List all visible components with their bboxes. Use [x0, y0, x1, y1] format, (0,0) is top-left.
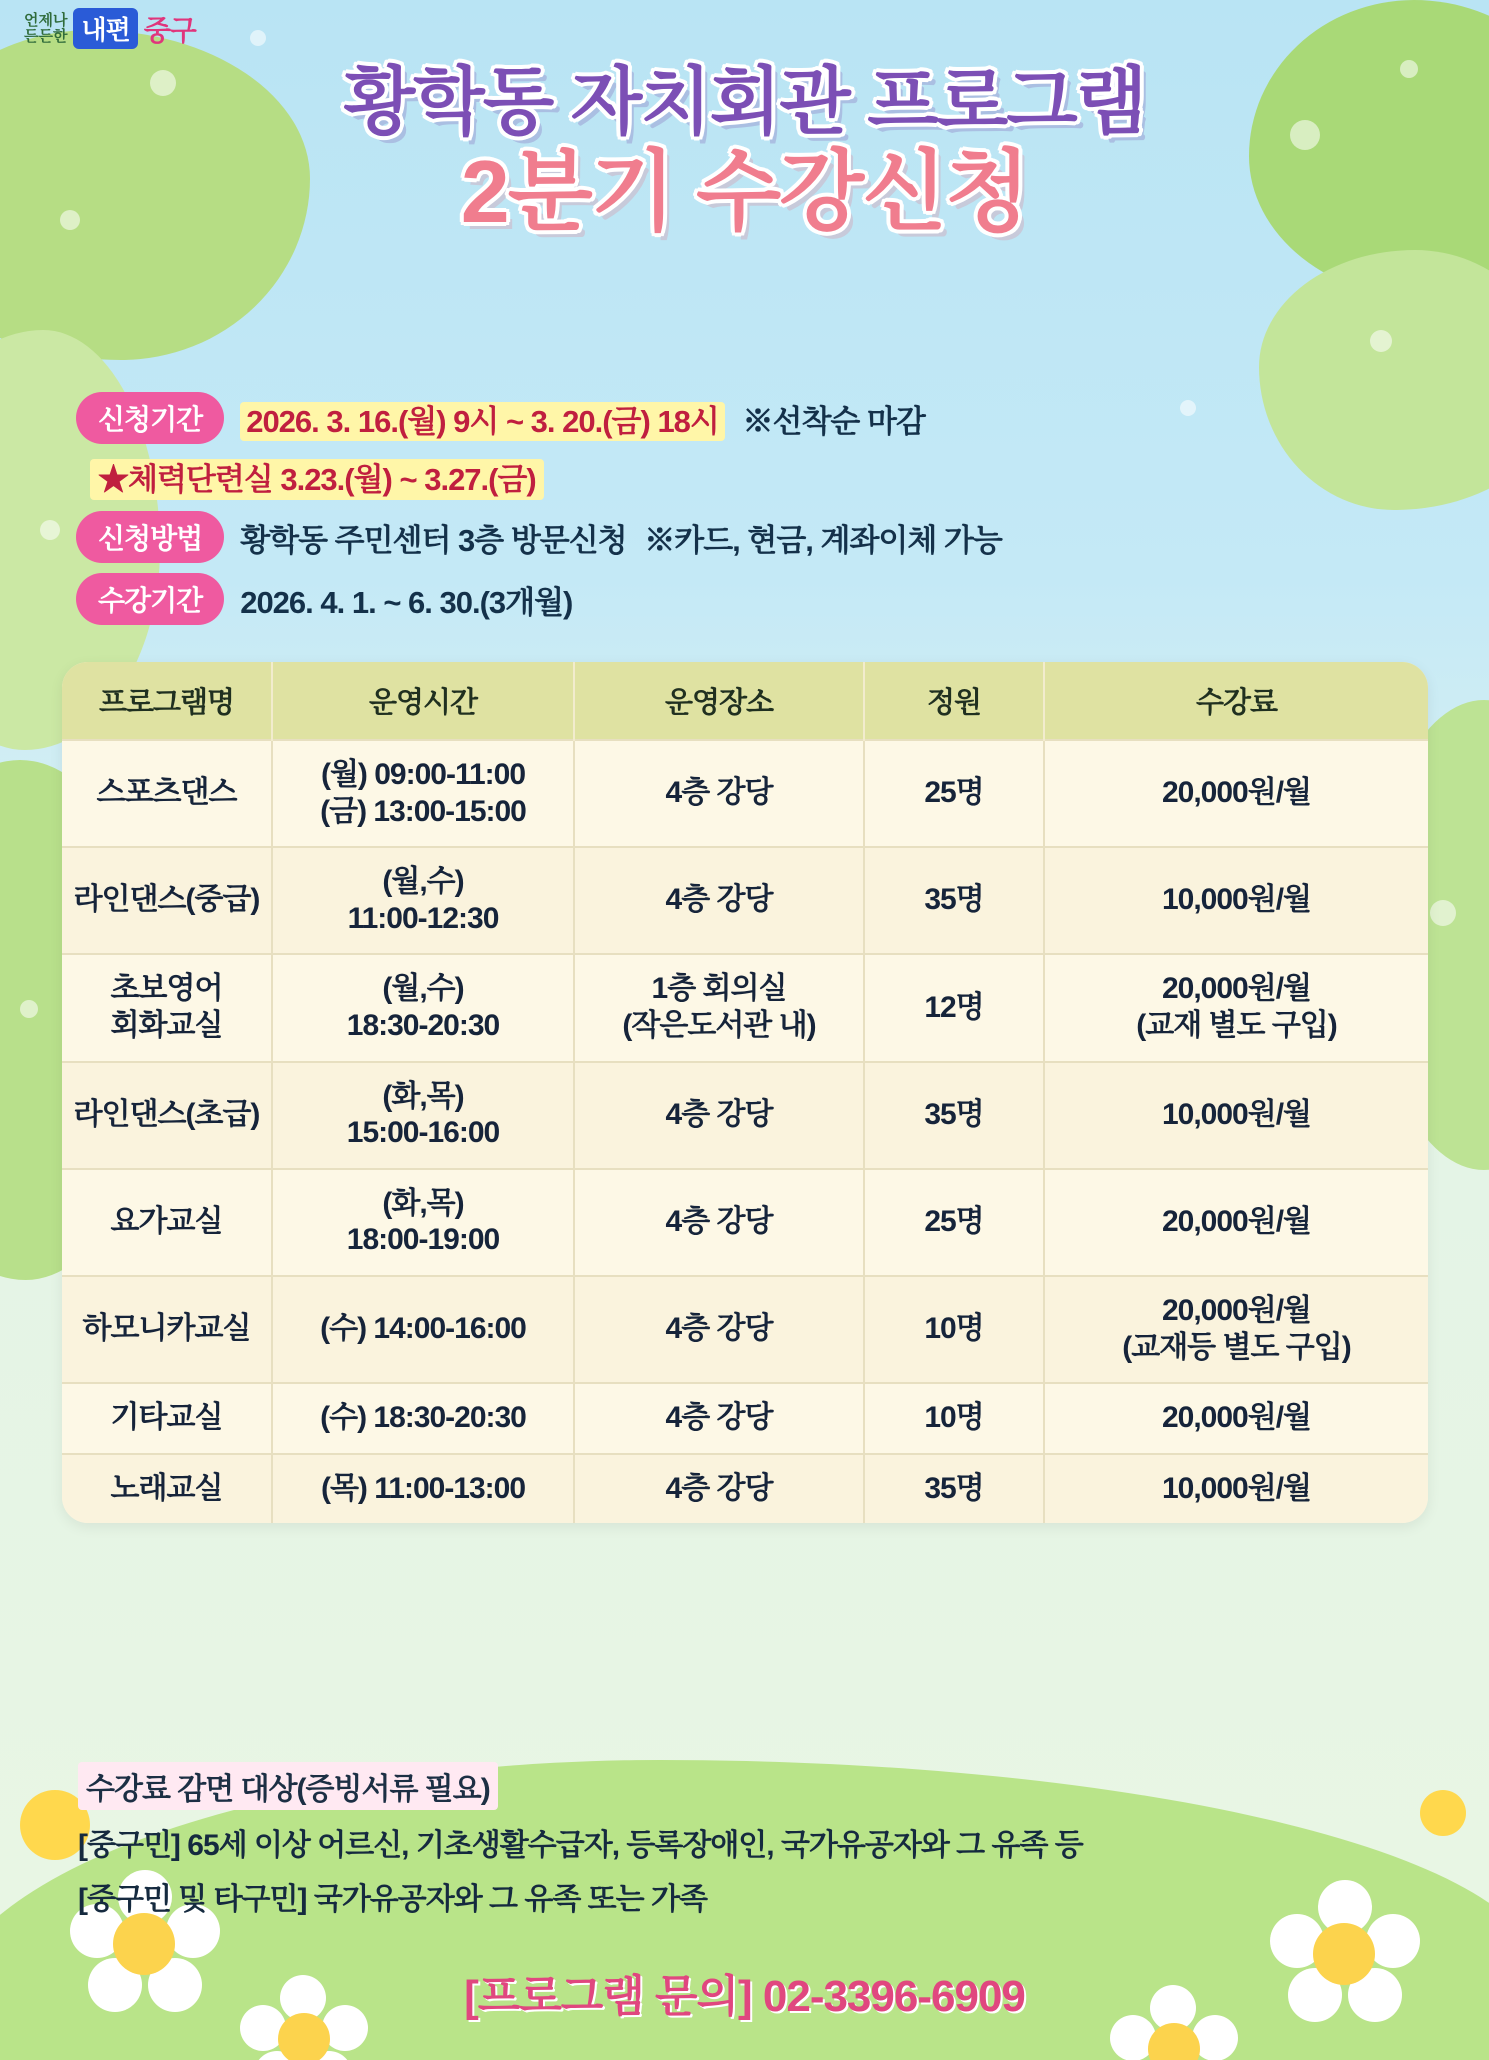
column-header-capacity: 정원	[864, 662, 1044, 740]
table-row	[62, 847, 1428, 954]
cell-fee: 20,000원/월	[1044, 1383, 1428, 1454]
table-body	[62, 740, 1428, 1523]
table-row	[62, 1169, 1428, 1276]
cell-capacity: 35명	[864, 847, 1044, 954]
column-header-program: 프로그램명	[62, 662, 272, 740]
cell-place: 4층 강당	[574, 1383, 864, 1454]
table-row	[62, 1454, 1428, 1524]
cell-capacity: 10명	[864, 1276, 1044, 1383]
cell-program: 라인댄스(초급)	[62, 1062, 272, 1169]
discount-line-1: [중구민] 65세 이상 어르신, 기초생활수급자, 등록장애인, 국가유공자와 그 유족 등	[78, 1829, 1083, 1862]
cell-place: 4층 강당	[574, 1276, 864, 1383]
cell-program: 노래교실	[62, 1454, 272, 1524]
table-row	[62, 954, 1428, 1061]
cell-time: (월,수) 11:00-12:30	[272, 847, 574, 954]
cell-place: 4층 강당	[574, 1454, 864, 1524]
table-row	[62, 1276, 1428, 1383]
cell-program: 하모니카교실	[62, 1276, 272, 1383]
course-period-value: 2026. 4. 1. ~ 6. 30.(3개월)	[240, 584, 573, 620]
discount-line-2: [중구민 및 타구민] 국가유공자와 그 유족 또는 가족	[78, 1883, 707, 1916]
cell-capacity: 12명	[864, 954, 1044, 1061]
info-section	[76, 392, 1429, 635]
discount-notice	[78, 1762, 1429, 1918]
fitness-room-period: ★체력단련실 3.23.(월) ~ 3.27.(금)	[90, 459, 544, 500]
logo-badge-text: 내편	[73, 8, 137, 49]
cell-time: (목) 11:00-13:00	[272, 1454, 574, 1524]
apply-period-value: 2026. 3. 16.(월) 9시 ~ 3. 20.(금) 18시	[240, 402, 725, 441]
discount-title: 수강료 감면 대상(증빙서류 필요)	[78, 1762, 498, 1810]
cell-program: 라인댄스(중급)	[62, 847, 272, 954]
apply-period-note: ※선착순 마감	[742, 403, 925, 439]
table-header-row	[62, 662, 1428, 740]
decorative-dot	[1370, 330, 1392, 352]
cell-place: 4층 강당	[574, 1062, 864, 1169]
cell-place: 1층 회의실 (작은도서관 내)	[574, 954, 864, 1061]
course-period-row	[76, 573, 1429, 625]
program-table	[62, 662, 1428, 1523]
cell-fee: 10,000원/월	[1044, 1454, 1428, 1524]
cell-fee: 10,000원/월	[1044, 847, 1428, 954]
cell-time: (월,수) 18:30-20:30	[272, 954, 574, 1061]
logo-slogan	[24, 13, 67, 45]
jung-gu-logo	[24, 8, 196, 49]
cell-place: 4층 강당	[574, 1169, 864, 1276]
table-row	[62, 1383, 1428, 1454]
cell-time: (수) 14:00-16:00	[272, 1276, 574, 1383]
cell-time: (수) 18:30-20:30	[272, 1383, 574, 1454]
apply-method-row	[76, 511, 1429, 563]
cell-program: 기타교실	[62, 1383, 272, 1454]
cell-capacity: 10명	[864, 1383, 1044, 1454]
decorative-dot	[1430, 900, 1456, 926]
contact-info: [프로그램 문의] 02-3396-6909	[464, 1972, 1025, 2021]
cell-program: 초보영어 회화교실	[62, 954, 272, 1061]
cell-fee: 10,000원/월	[1044, 1062, 1428, 1169]
column-header-time: 운영시간	[272, 662, 574, 740]
apply-period-label: 신청기간	[76, 392, 224, 444]
cell-place: 4층 강당	[574, 847, 864, 954]
cell-capacity: 35명	[864, 1062, 1044, 1169]
decorative-dot	[40, 520, 60, 540]
apply-period-value-wrap	[240, 396, 925, 441]
table-row	[62, 740, 1428, 847]
decorative-dot	[250, 30, 266, 46]
cell-capacity: 35명	[864, 1454, 1044, 1524]
cell-fee: 20,000원/월 (교재 별도 구입)	[1044, 954, 1428, 1061]
cell-time: (월) 09:00-11:00 (금) 13:00-15:00	[272, 740, 574, 847]
cell-fee: 20,000원/월	[1044, 1169, 1428, 1276]
cell-capacity: 25명	[864, 740, 1044, 847]
apply-method-value-wrap	[240, 515, 1002, 560]
table-header	[62, 662, 1428, 740]
cell-place: 4층 강당	[574, 740, 864, 847]
apply-method-note: ※카드, 현금, 계좌이체 가능	[644, 522, 1002, 558]
cell-capacity: 25명	[864, 1169, 1044, 1276]
logo-slogan-line2: 든든한	[24, 27, 68, 45]
column-header-fee: 수강료	[1044, 662, 1428, 740]
cell-program: 스포츠댄스	[62, 740, 272, 847]
decorative-dot	[20, 1000, 38, 1018]
apply-method-label: 신청방법	[76, 511, 224, 563]
table-row	[62, 1062, 1428, 1169]
cell-fee: 20,000원/월 (교재등 별도 구입)	[1044, 1276, 1428, 1383]
cell-time: (화,목) 18:00-19:00	[272, 1169, 574, 1276]
cell-time: (화,목) 15:00-16:00	[272, 1062, 574, 1169]
fitness-room-period-row	[90, 454, 1429, 499]
apply-method-value: 황학동 주민센터 3층 방문신청	[240, 522, 627, 558]
page-subtitle: 2분기 수강신청	[460, 141, 1029, 241]
page-title: 황학동 자치회관 프로그램	[343, 60, 1146, 143]
course-period-label: 수강기간	[76, 573, 224, 625]
cell-program: 요가교실	[62, 1169, 272, 1276]
logo-district-text: 중구	[143, 14, 196, 46]
cell-fee: 20,000원/월	[1044, 740, 1428, 847]
apply-period-row	[76, 392, 1429, 444]
logo-slogan-line1: 언제나	[24, 11, 68, 29]
column-header-place: 운영장소	[574, 662, 864, 740]
program-table-card	[62, 662, 1428, 1523]
poster-title	[0, 60, 1489, 241]
